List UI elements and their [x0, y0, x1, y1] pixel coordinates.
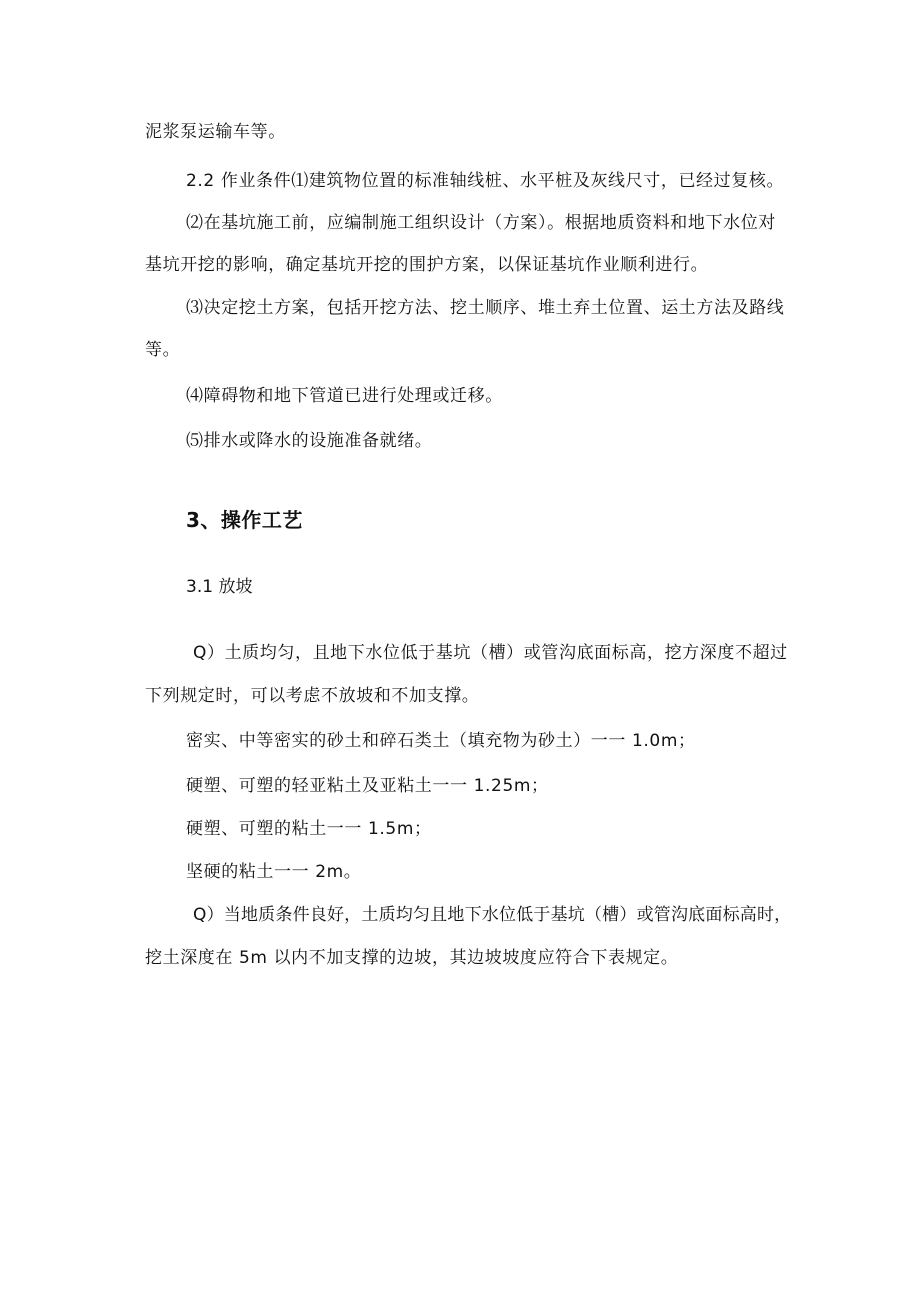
body-line-2: 下列规定时，可以考虑不放坡和不加支撑。: [145, 686, 480, 706]
text-line-2: 2.2 作业条件⑴建筑物位置的标准轴线桩、水平桩及灰线尺寸，已经过复核。: [186, 171, 785, 191]
text-line-1: 泥浆泵运输车等。: [145, 122, 286, 142]
body-line-1: Q）土质均匀，且地下水位低于基坑（槽）或管沟底面标高，挖方深度不超过: [193, 643, 788, 663]
body-line-8: 挖土深度在 5m 以内不加支撑的边坡，其边坡坡度应符合下表规定。: [145, 948, 679, 968]
text-line-8: ⑸排水或降水的设施准备就绪。: [186, 431, 433, 451]
body-line-3: 密实、中等密实的砂土和碎石类土（填充物为砂土）一一 1.0m；: [186, 731, 696, 751]
body-line-5: 硬塑、可塑的粘土一一 1.5m；: [186, 819, 432, 839]
body-line-4: 硬塑、可塑的轻亚粘土及亚粘土一一 1.25m；: [186, 776, 549, 796]
body-line-6: 坚硬的粘土一一 2m。: [186, 862, 362, 882]
text-line-3: ⑵在基坑施工前，应编制施工组织设计（方案）。根据地质资料和地下水位对: [186, 213, 776, 233]
section-heading: 3、操作工艺: [186, 508, 303, 532]
text-line-7: ⑷障碍物和地下管道已进行处理或迁移。: [186, 386, 503, 406]
body-line-7: Q）当地质条件良好，土质均匀且地下水位低于基坑（槽）或管沟底面标高时，: [193, 905, 792, 925]
text-line-4: 基坑开挖的影响，确定基坑开挖的围护方案，以保证基坑作业顺利进行。: [145, 255, 709, 275]
text-line-6: 等。: [145, 340, 181, 360]
text-line-5: ⑶决定挖土方案，包括开挖方法、挖土顺序、堆土弃土位置、运土方法及路线: [186, 298, 785, 318]
subsection-heading: 3.1 放坡: [186, 577, 253, 597]
